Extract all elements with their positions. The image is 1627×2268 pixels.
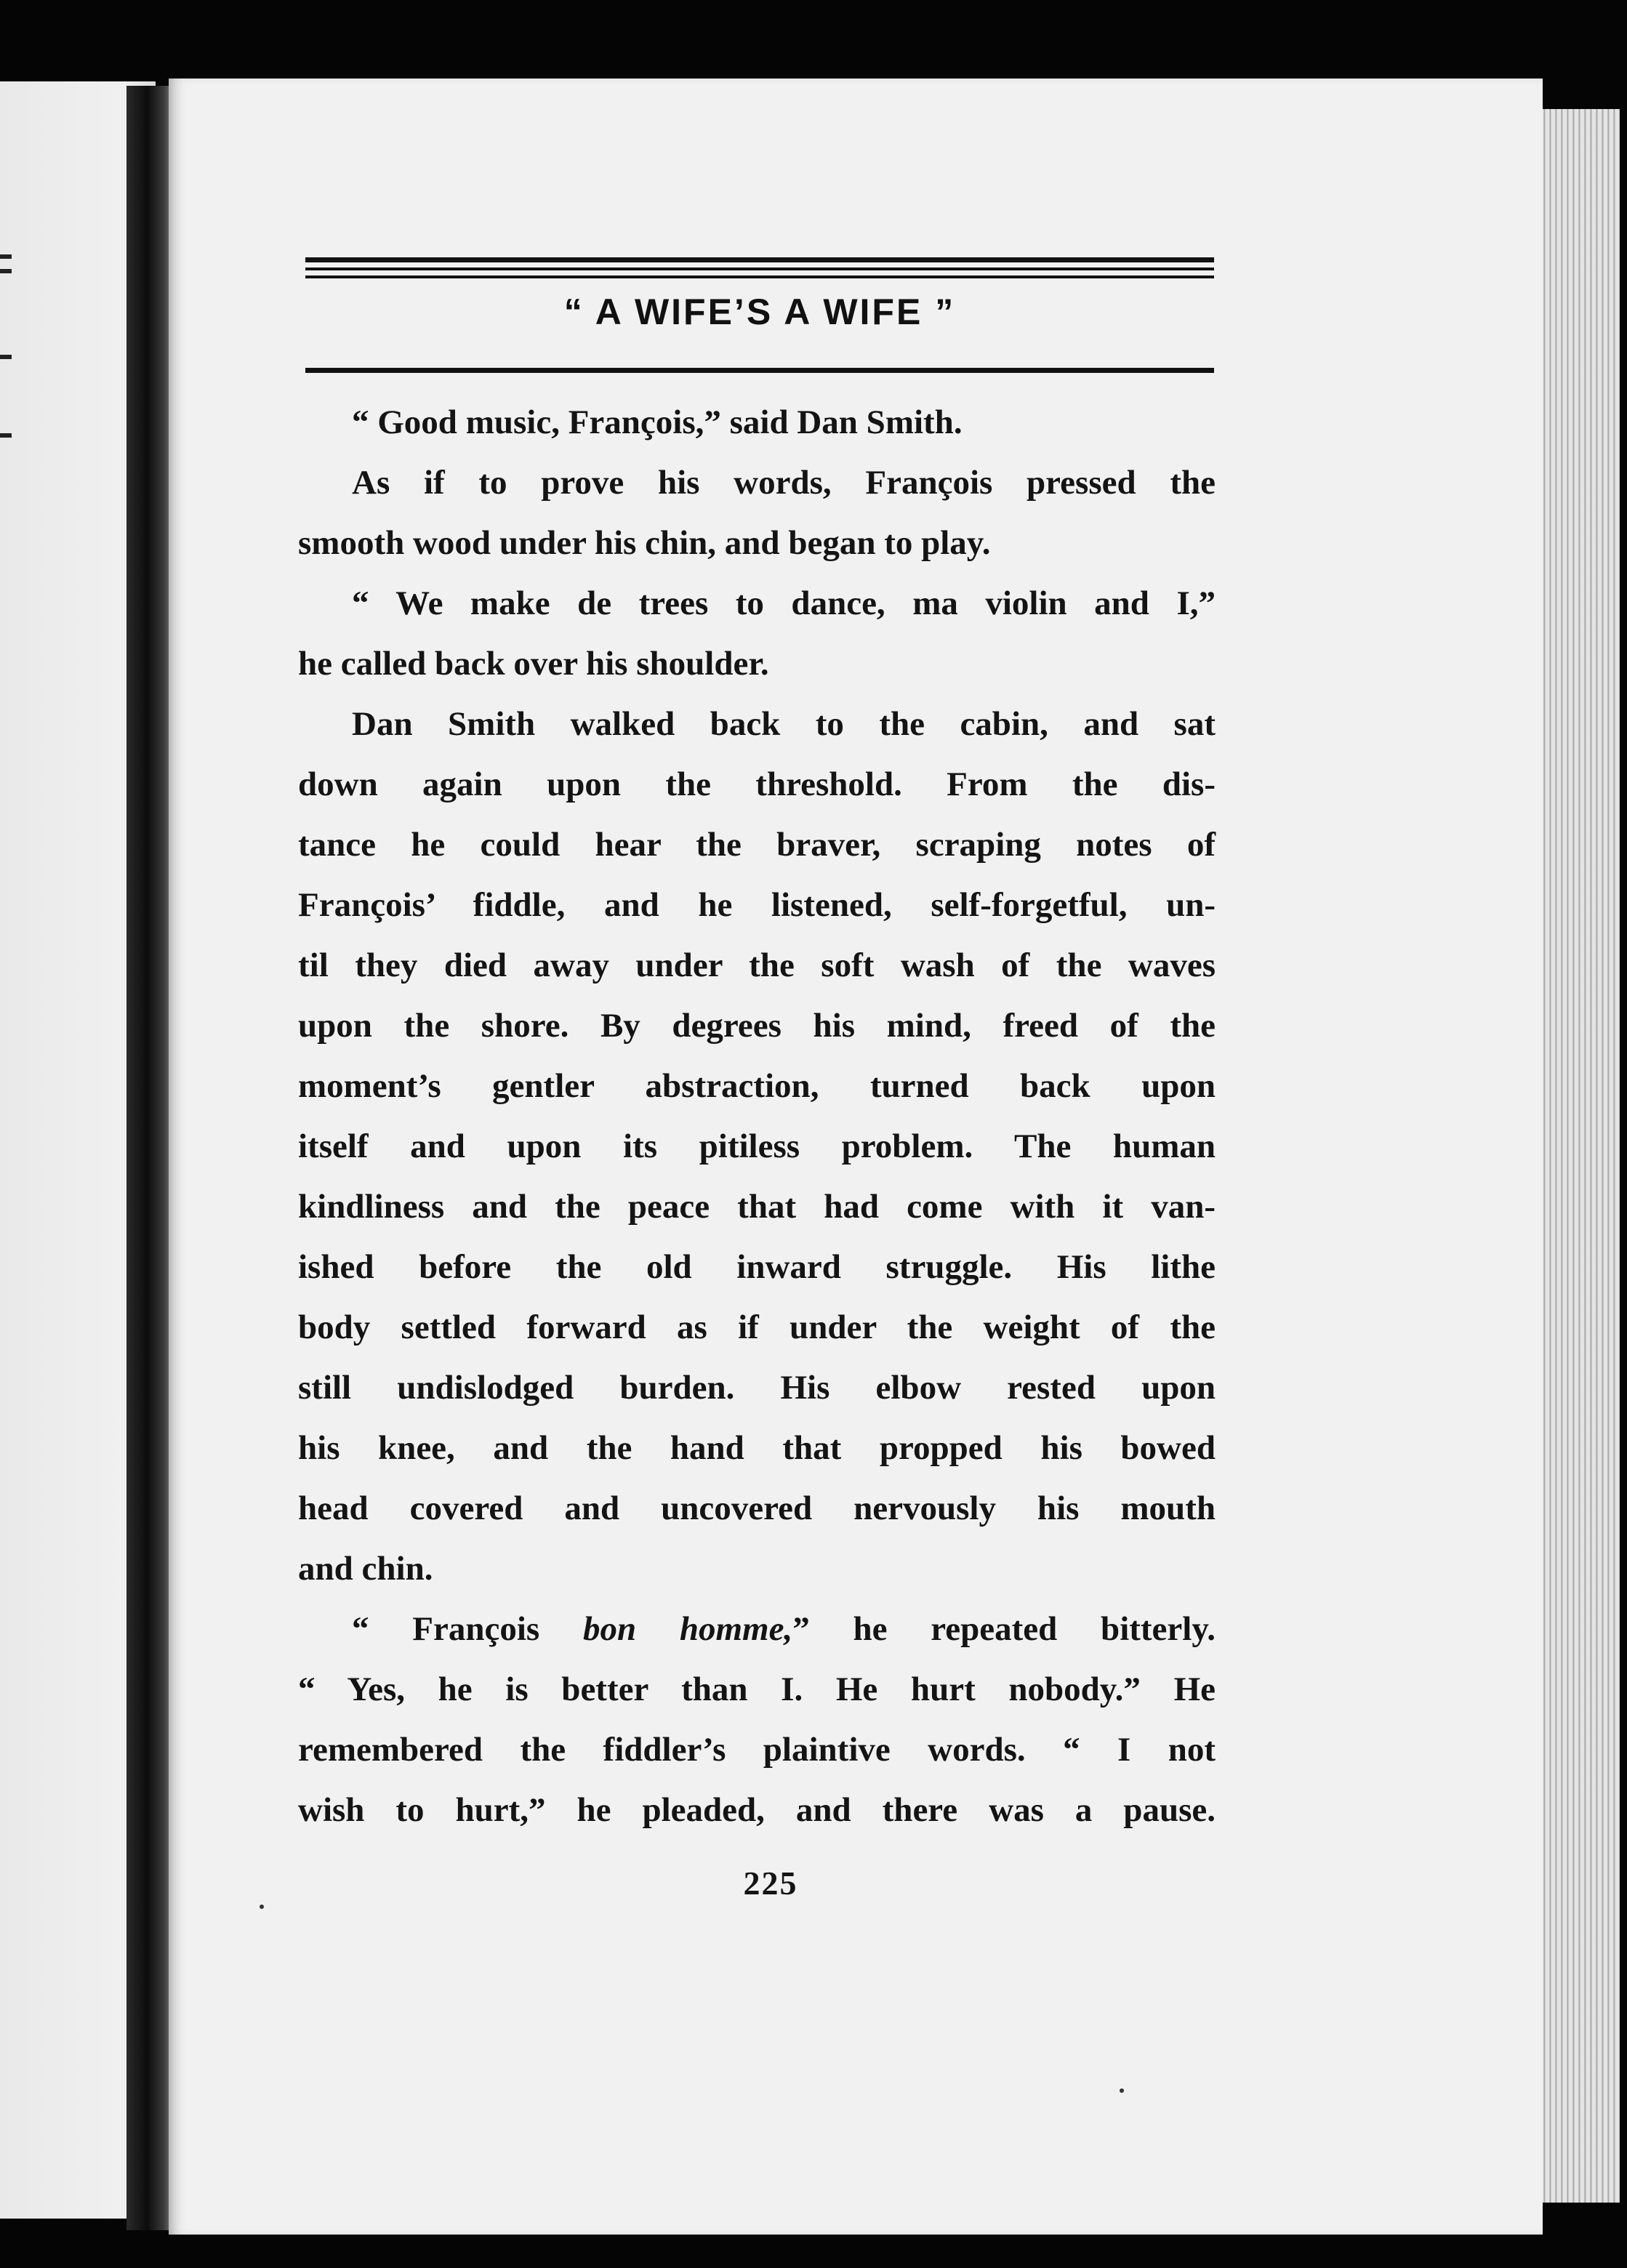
margin-mark	[0, 433, 12, 438]
text-line: still undislodged burden. His elbow rested upon	[298, 1369, 1216, 1407]
text-line: upon the shore. By degrees his mind, freed of the	[298, 1007, 1216, 1045]
margin-mark	[0, 254, 12, 259]
book-gutter	[126, 86, 173, 2230]
running-title: “ A WIFE’S A WIFE ”	[563, 291, 956, 332]
page-number: 225	[743, 1865, 798, 1902]
text-line: til they died away under the soft wash of the waves	[298, 946, 1216, 984]
page-stack-edge	[1540, 109, 1620, 2203]
text-line: wish to hurt,” he pleaded, and there was a pause.	[298, 1791, 1216, 1829]
text-line: “ We make de trees to dance, ma violin and I,”	[352, 584, 1216, 622]
header-rule-middle	[305, 268, 1214, 270]
margin-mark	[0, 269, 12, 273]
text-line: tance he could hear the braver, scraping notes of	[298, 826, 1216, 864]
text-line: itself and upon its pitiless problem. The human	[298, 1127, 1216, 1165]
text-line: “ Yes, he is better than I. He hurt nobody.” He	[298, 1670, 1216, 1708]
text-line: “ Good music, François,” said Dan Smith.	[352, 403, 963, 441]
text-line: As if to prove his words, François pressed the	[352, 464, 1216, 502]
header-rule-top	[305, 257, 1214, 262]
text-line: body settled forward as if under the weight of the	[298, 1308, 1216, 1346]
header-rule-lower	[305, 276, 1214, 278]
header-rule-bottom	[305, 368, 1214, 373]
text-line: “ François bon homme,” he repeated bitterly.	[352, 1610, 1216, 1648]
text-line: François’ fiddle, and he listened, self-forgetful, un-	[298, 886, 1216, 924]
text-line: and chin.	[298, 1550, 433, 1588]
text-line: ished before the old inward struggle. His lithe	[298, 1248, 1216, 1286]
text-line: his knee, and the hand that propped his bowed	[298, 1429, 1216, 1467]
text-line: head covered and uncovered nervously his mouth	[298, 1489, 1216, 1527]
italic-phrase: bon homme,	[582, 1610, 793, 1648]
text-line: down again upon the threshold. From the dis-	[298, 765, 1216, 803]
speck	[1120, 2088, 1124, 2093]
text-line: he called back over his shoulder.	[298, 645, 769, 683]
speck	[260, 1905, 264, 1909]
text-line: remembered the fiddler’s plaintive words. “ I not	[298, 1731, 1216, 1769]
page-body-text	[298, 393, 1216, 1841]
margin-mark	[0, 355, 12, 359]
text-line: kindliness and the peace that had come with it van-	[298, 1188, 1216, 1226]
text-line: moment’s gentler abstraction, turned back upon	[298, 1067, 1216, 1105]
text-line: Dan Smith walked back to the cabin, and sat	[352, 705, 1216, 743]
text-line: smooth wood under his chin, and began to play.	[298, 524, 991, 562]
